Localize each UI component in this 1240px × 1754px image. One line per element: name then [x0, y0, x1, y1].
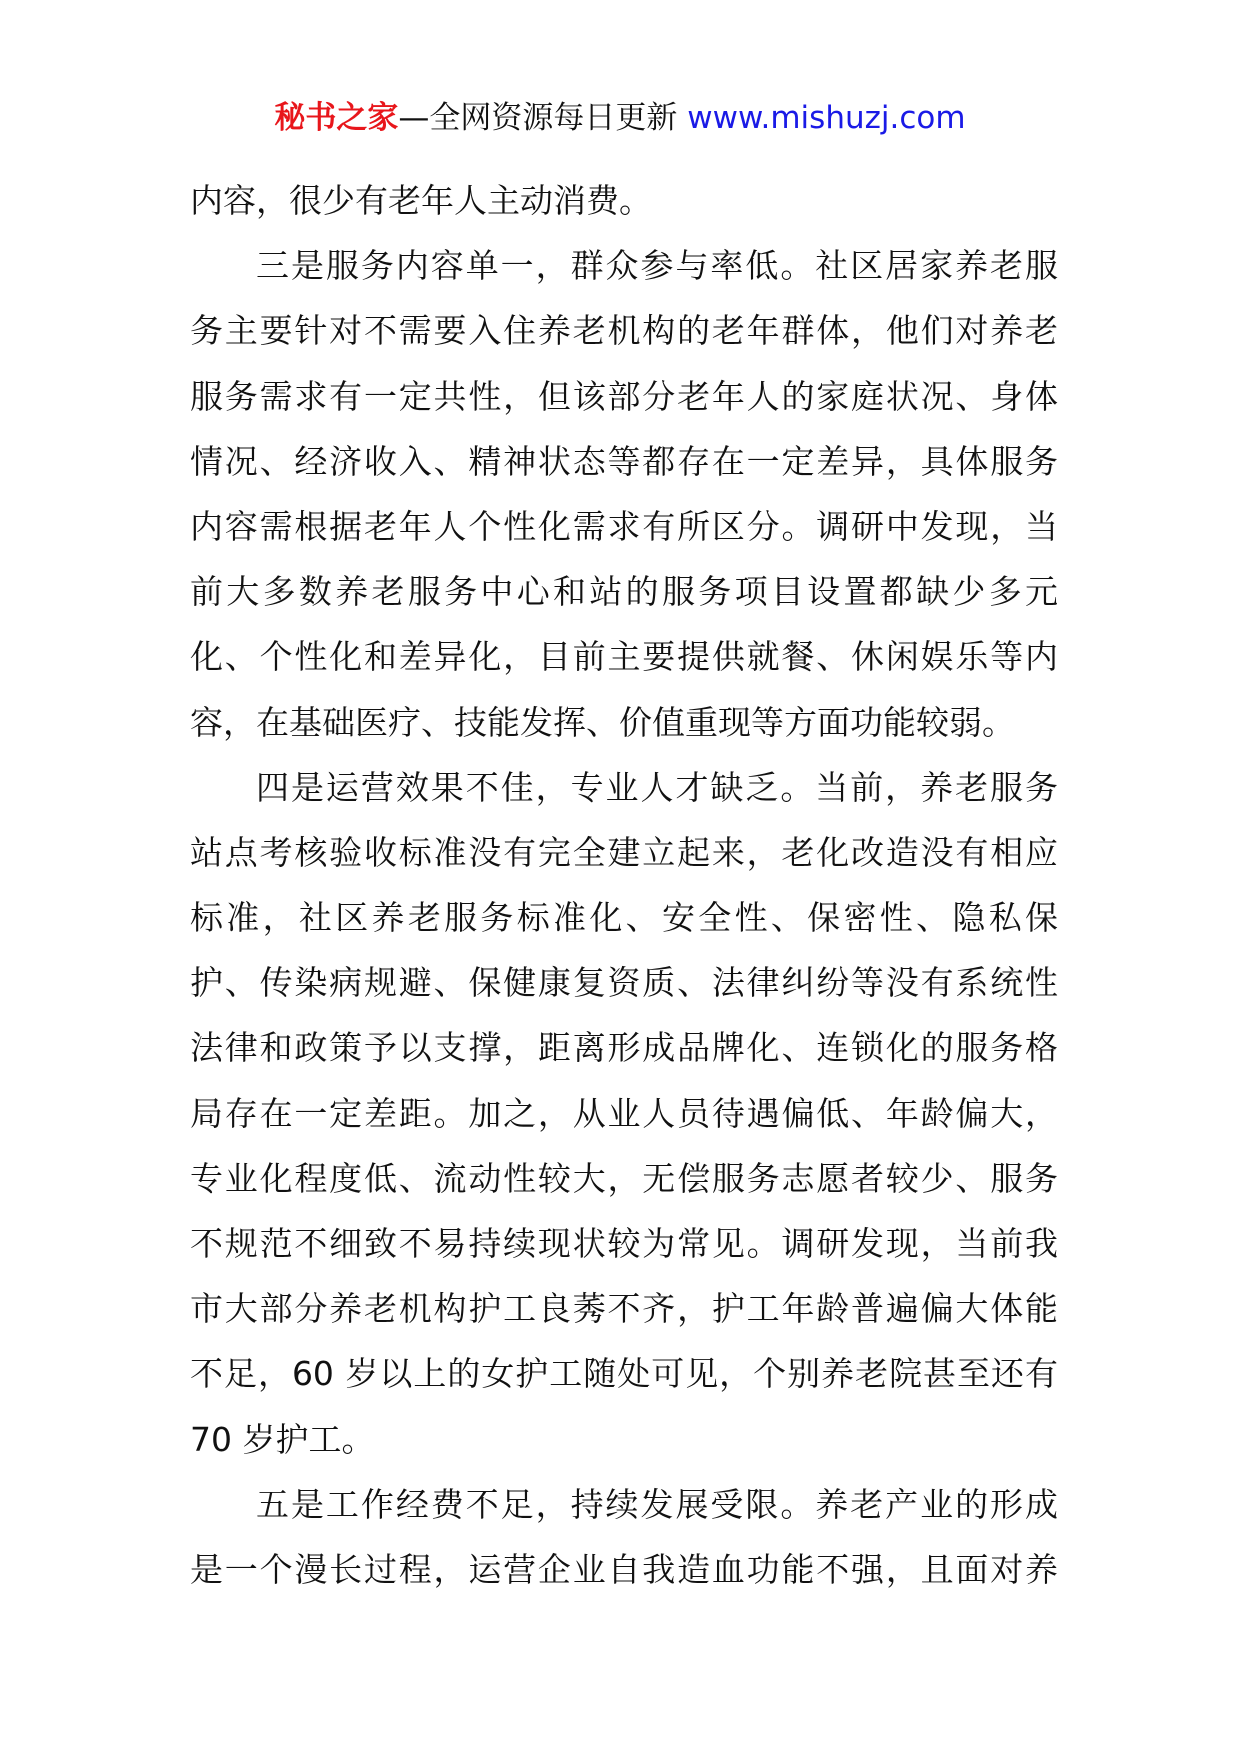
header-tagline: —全网资源每日更新: [398, 100, 678, 136]
paragraph-first-line: 四是运营效果不佳，专业人才缺乏。当前，养老服务: [256, 767, 1058, 807]
text-line: 市大部分养老机构护工良莠不齐，护工年龄普遍偏大体能: [190, 1289, 1058, 1329]
page-header: [0, 98, 1240, 138]
text-line: 内容，很少有老年人主动消费。: [190, 181, 652, 220]
text-line: 务主要针对不需要入住养老机构的老年群体，他们对养老: [190, 311, 1058, 351]
text-line: 局存在一定差距。加之，从业人员待遇偏低、年龄偏大，: [190, 1093, 1058, 1133]
text-line: 护、传染病规避、保健康复资质、法律纠纷等没有系统性: [190, 963, 1058, 1003]
text-line: 站点考核验收标准没有完全建立起来，老化改造没有相应: [190, 832, 1058, 872]
text-line: 前大多数养老服务中心和站的服务项目设置都缺少多元: [190, 572, 1058, 612]
text-line: 是一个漫长过程，运营企业自我造血功能不强，且面对养: [190, 1549, 1058, 1589]
text-line: 情况、经济收入、精神状态等都存在一定差异，具体服务: [190, 441, 1058, 481]
text-line: 不足，60 岁以上的女护工随处可见，个别养老院甚至还有: [190, 1354, 1058, 1394]
paragraph-first-line: 五是工作经费不足，持续发展受限。养老产业的形成: [256, 1484, 1058, 1524]
text-line: 标准，社区养老服务标准化、安全性、保密性、隐私保: [190, 898, 1058, 938]
website-link[interactable]: www.mishuzj.com: [687, 100, 966, 136]
text-line: 化、个性化和差异化，目前主要提供就餐、休闲娱乐等内: [190, 637, 1058, 677]
text-line: 服务需求有一定共性，但该部分老年人的家庭状况、身体: [190, 376, 1058, 416]
text-line: 专业化程度低、流动性较大，无偿服务志愿者较少、服务: [190, 1158, 1058, 1198]
text-line: 内容需根据老年人个性化需求有所区分。调研中发现，当: [190, 506, 1058, 546]
brand-name: 秘书之家: [274, 100, 399, 136]
text-line: 不规范不细致不易持续现状较为常见。调研发现，当前我: [190, 1224, 1058, 1263]
text-line: 70 岁护工。: [190, 1419, 375, 1459]
text-line: 容，在基础医疗、技能发挥、价值重现等方面功能较弱。: [190, 702, 1015, 742]
document-body: [190, 168, 1058, 1602]
paragraph-first-line: 三是服务内容单一，群众参与率低。社区居家养老服: [256, 246, 1058, 286]
text-line: 法律和政策予以支撑，距离形成品牌化、连锁化的服务格: [190, 1028, 1058, 1068]
